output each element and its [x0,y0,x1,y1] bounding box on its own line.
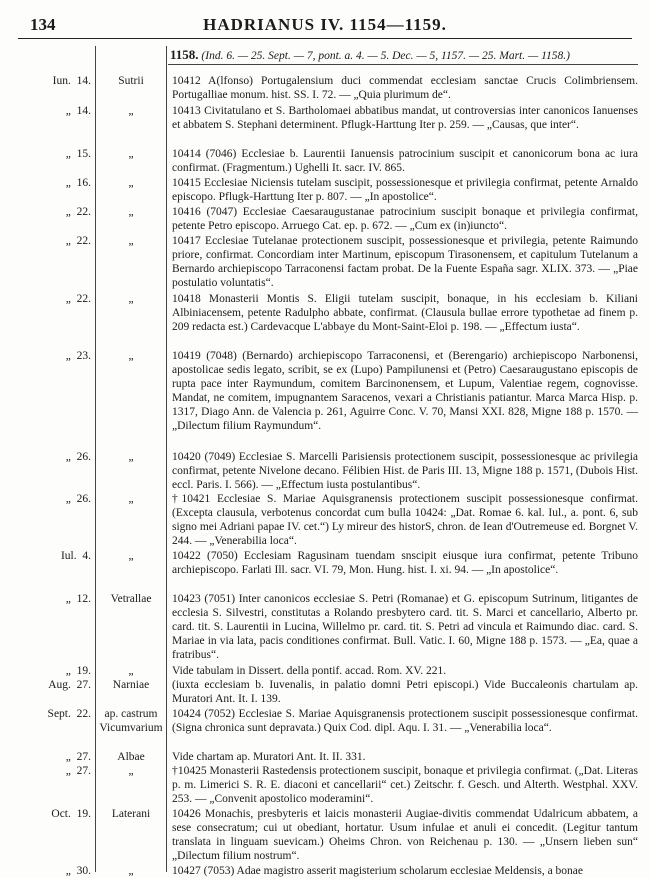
entry-date: Iul. 4. [60,550,91,562]
entry-place: „ [128,105,134,117]
entry-date: „ 22. [65,235,91,247]
entry-place: Sutrii [118,75,144,87]
entry-text: 10418 Monasterii Montis S. Eligii tutelam suscipit, bonaque, in his ecclesiam b. Kiliani Albiniacensem, petente Radulpho abbate, confirmat. (Clausula bullae errore typothetae ad finem p. 209 redacta est.) Cardevacque L'abbaye du Mont-Saint-Eloi p. 198. — „Effectum iusta“. [172,293,638,333]
entry-text: 10427 (7053) Adae magistro asserit magisterium scholarum ecclesiae Meldensis, a bonae [172,865,584,877]
entry-place: „ [128,293,134,305]
year-rule [168,64,638,65]
entry-text: 10416 (7047) Ecclesiae Caesaraugustanae patrocinium suscipit bonaque et privilegia confirmat, petente Petro episcopo. Arruego Cat. ep. p. 672. — „Cum ex (in)iuncto“. [172,206,638,232]
entry-date: „ 14. [65,105,91,117]
entry-text: 10422 (7050) Ecclesiam Ragusinam tuendam snscipit eiusque iura confirmat, petente Tribuno archiepiscopo. Farlati Ill. sacr. VI. 79, Mon. Hung. hist. I. xi. 94. — „In apostolice“. [172,550,638,576]
entry-text: †10421 Ecclesiae S. Mariae Aquisgranensis protectionem suscipit possessionesque confirmat. (Excepta clausula, verbotenus concordat cum bulla 10424: „Dat. Romae 6. kal. Iul., a. pont. 6, sub signo mei Adriani papae IV. cet.“) Ly mireur des historS, chron. de Iean d'Outremeuse ed. Borgnet V. 244. — „Venerabilia loca“. [172,493,638,547]
entry-date: „ 26. [65,451,91,463]
running-title: HADRIANUS IV. 1154—1159. [203,15,447,34]
entry-place: Vetrallae [110,593,152,605]
entry-text: 10420 (7049) Ecclesiae S. Marcelli Parisiensis protectionem suscipit, possessionesque ac privilegia confirmat, petente Nivelone decano. Félibien Hist. de Paris III. 13, Migne 188 p. 1571, (Dubois Hist. eccl. Paris. I. 566). — „Effectum iusta postulantibus“. [172,451,638,491]
entry-date: „ 15. [65,148,91,160]
entry-text: Vide chartam ap. Muratori Ant. It. II. 331. [172,751,366,763]
entry-text: 10412 A(lfonso) Portugalensium duci commendat ecclesiam sanctae Crucis Colimbriensem. Portugalliae monum. hist. SS. I. 72. — „Quia plurimum de“. [172,75,638,101]
entry-text: †10425 Monasterii Rastedensis protectionem suscipit, bonaque et privilegia confirmat. („Dat. Literas p. m. Limerici S. R. E. diaconi et cancellarii“ cet.) Zeitschr. f. Gesch. und Alterth. Westphal. XXV. 253. — „Convenit apostolico moderamini“. [172,765,638,805]
column-rule-place [166,46,167,872]
entry-text: (iuxta ecclesiam b. Iuvenalis, in palatio domni Petri episcopi.) Vide Buccaleonis chartulam ap. Muratori Ant. It. I. 139. [172,679,638,705]
entry-date: „ 30. [65,865,91,877]
year-indiction: (Ind. 6. — 25. Sept. — 7, pont. a. 4. — 5. Dec. — 5, 1157. — 25. Mart. — 1158.) [201,50,570,62]
entry-text: 10424 (7052) Ecclesiae S. Mariae Aquisgranensis protectionem suscipit possessionesque confirmat. (Signa chronica sunt depravata.) Quix Cod. dipl. Aqu. I. 31. — „Venerabilia loca“. [172,708,638,734]
entry-text: 10417 Ecclesiae Tutelanae protectionem suscipit, possessionesque et privilegia, petente Raimundo priore, confirmat. Concordiam inter Martinum, episcopum Tirasonensem, et capitulum Tutelanum a Bernardo archiepiscopo Tarraconensi factam probat. De la Fuente España sagr. XLIX. 373. — „Piae postulatio voluntatis“. [172,235,638,289]
entry-place: „ [128,235,134,247]
entry-text: 10413 Civitatulano et S. Bartholomaei abbatibus mandat, ut controversias inter canonicos Ianuenses et abbatem S. Stephani determinent. Pflugk-Harttung Iter p. 259. — „Causas, que inter“. [172,105,638,131]
entry-place: „ [128,206,134,218]
entry-date: Aug. 27. [48,679,91,691]
entry-place: „ [128,865,134,877]
entry-place: „ [128,550,134,562]
entry-date: Sept. 22. [47,708,91,720]
page-header [18,14,632,39]
year-heading [170,48,638,63]
entry-date: „ 23. [65,350,91,362]
entry-place: Albae [117,751,145,763]
entry-place: „ [128,665,134,677]
entry-place: Narniae [112,679,150,691]
entry-text: 10423 (7051) Inter canonicos ecclesiae S. Petri (Romanae) et G. episcopum Sutrinum, litigantes de ecclesia S. Silvestri, constitutas a Rolando presbytero card. tit. S. Marci et cancellario, Alberto pr. card. tit. S. Laurentii in Lucina, Willelmo pr. card. tit. S. Petri ad vincula et Raimundo diac. card. S. Mariae in via lata, pacis conditiones confirmat. Bull. Vatic. I. 60, Migne 188 p. 1573. — „Ea, quae a fratribus“. [172,593,638,661]
entry-date: Oct. 19. [51,808,91,820]
entry-text: 10414 (7046) Ecclesiae b. Laurentii Ianuensis patrocinium suscipit et canonicorum bona ac iura confirmat. (Fragmentum.) Ughelli It. sacr. IV. 865. [172,148,638,174]
entry-date: Iun. 14. [52,75,91,87]
entry-date: „ 26. [65,493,91,505]
entry-place: „ [128,177,134,189]
year-number: 1158. [170,47,199,62]
entry-place: „ [128,350,134,362]
entry-date: „ 19. [65,665,91,677]
entry-date: „ 27. [65,751,91,763]
entry-date: „ 22. [65,293,91,305]
entry-place: ap. castrum Vicumvarium [99,708,163,734]
entry-place: „ [128,148,134,160]
entry-text: 10426 Monachis, presbyteris et laicis monasterii Augiae-divitis commendat Udalricum abbatem, a sese consecratum; cui ut obediant, hortatur. Usum infulae et anuli ei concedit. (Legitur tantum translata in linguam suevicam.) Oheims Chron. von Reichenau p. 130. — „Unsern lieben sun“ „Dilectum filium nostrum“. [172,808,638,862]
entry-date: „ 16. [65,177,91,189]
entry-place: „ [128,451,134,463]
entry-text: Vide tabulam in Dissert. della pontif. accad. Rom. XV. 221. [172,665,447,677]
entry-place: Laterani [111,808,151,820]
entry-date: „ 22. [65,206,91,218]
entry-text: 10415 Ecclesiae Niciensis tutelam suscipit, possessionesque et privilegia confirmat, petente Arnaldo episcopo. Pflugk-Harttung Iter p. 807. — „In apostolice“. [172,177,638,203]
entry-place: „ [128,493,134,505]
entry-text: 10419 (7048) (Bernardo) archiepiscopo Tarraconensi, et (Berengario) archiepiscopo Narbonensi, apostolicae sedis legato, scribit, se ex (Lupo) Pampilunensi et (Petro) Caesaraugustano episcopis de rupta pace inter Raymundum, comitem Barcinonensem, et Lupum, Valentiae regem, cognovisse. Mandat, ne comitem, impugnantem Saracenos, vexari a Christianis patiantur. Marca Marca Hisp. p. 1317, Diago Ann. de Valencia p. 261, Aguirre Conc. V. 70, Mansi XXI. 828, Migne 188 p. 1570. — „Dilectum filium Raymundum“. [172,350,638,432]
entry-date: „ 12. [65,593,91,605]
page-number: 134 [30,15,56,34]
entry-date: „ 27. [65,765,91,777]
entry-place: „ [128,765,134,777]
